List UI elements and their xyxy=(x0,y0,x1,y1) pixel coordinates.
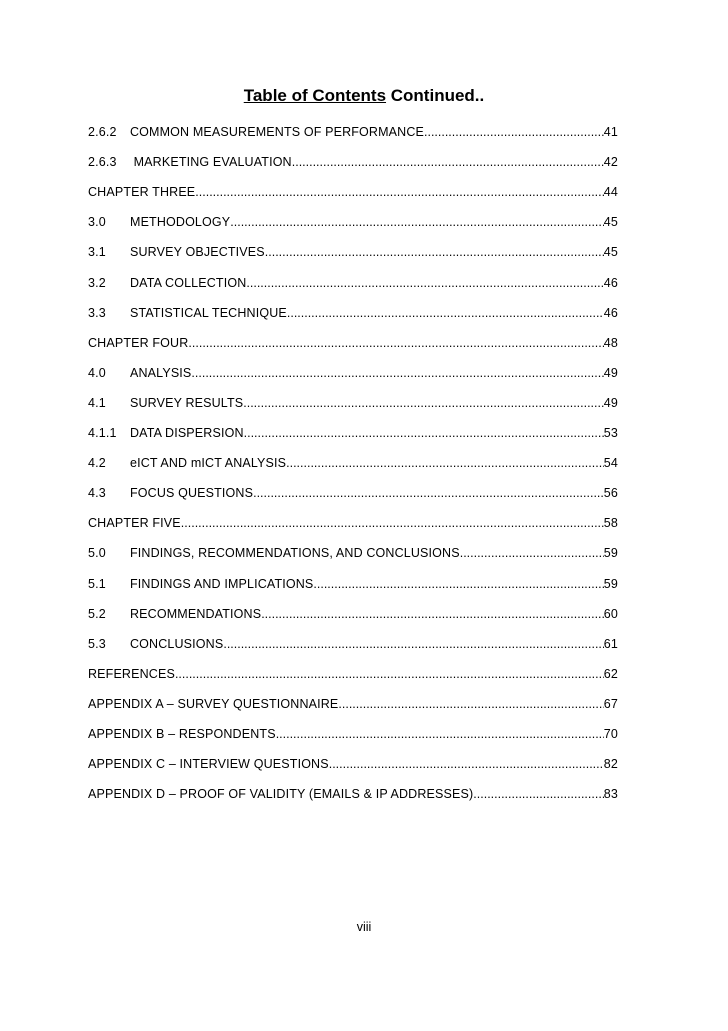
toc-entry-number: 4.1.1 xyxy=(88,426,117,440)
toc-entry-page: 60 xyxy=(603,606,618,621)
toc-entry xyxy=(88,152,618,172)
toc-entry-number: 3.3 xyxy=(88,305,106,320)
toc-entry-page: 42 xyxy=(603,155,618,170)
toc-entry xyxy=(88,604,618,624)
toc-entry xyxy=(88,784,618,804)
toc-entry-page: 49 xyxy=(603,365,618,380)
toc-entry-label: RECOMMENDATIONS xyxy=(130,606,262,621)
toc-dot-leader xyxy=(329,754,604,774)
toc-entry-number: 4.3 xyxy=(88,486,106,501)
toc-dot-leader xyxy=(230,212,604,232)
toc-entry-page: 49 xyxy=(603,395,618,410)
title-suffix: Continued.. xyxy=(390,86,485,105)
toc-dot-leader xyxy=(460,543,604,563)
toc-entry-page: 46 xyxy=(603,275,618,290)
toc-entry xyxy=(88,664,618,684)
toc-entry-label: DATA COLLECTION xyxy=(130,275,247,290)
toc-entry-label: FOCUS QUESTIONS xyxy=(130,486,254,501)
toc-entry-page: 46 xyxy=(603,305,618,320)
toc-entry-label: FINDINGS AND IMPLICATIONS xyxy=(130,576,314,591)
toc-dot-leader xyxy=(246,273,603,293)
toc-entry-label: ANALYSIS xyxy=(130,365,192,380)
toc-entry-label: APPENDIX D – PROOF OF VALIDITY (EMAILS & IP ADDRESSES) xyxy=(88,787,474,802)
toc-dot-leader xyxy=(243,393,604,413)
toc-entry xyxy=(88,303,618,323)
toc-entry-label: FINDINGS, RECOMMENDATIONS, AND CONCLUSIONS xyxy=(130,546,460,561)
toc-dot-leader xyxy=(195,182,603,202)
toc-entry xyxy=(88,513,618,533)
toc-entry-page: 61 xyxy=(603,636,618,651)
toc-entry-number: 4.2 xyxy=(88,456,106,471)
toc-dot-leader xyxy=(473,784,603,804)
toc-entry-label: CHAPTER THREE xyxy=(88,185,196,200)
toc-dot-leader xyxy=(223,634,603,654)
toc-dot-leader xyxy=(287,303,604,323)
toc-entry-page: 67 xyxy=(603,696,618,711)
toc-entry-label: COMMON MEASUREMENTS OF PERFORMANCE xyxy=(130,125,424,139)
page-title xyxy=(0,86,728,106)
toc-entry-label: CHAPTER FOUR xyxy=(88,335,189,350)
toc-entry-number: 3.0 xyxy=(88,215,106,230)
toc-entry-label: REFERENCES xyxy=(88,666,175,681)
toc-entry-label: CHAPTER FIVE xyxy=(88,516,181,531)
toc-entry-page: 53 xyxy=(603,426,618,440)
toc-entry xyxy=(88,273,618,293)
toc-entry xyxy=(88,182,618,202)
toc-entry-label: eICT AND mICT ANALYSIS xyxy=(130,456,287,471)
toc-dot-leader xyxy=(338,694,603,714)
toc-entry-number: 4.1 xyxy=(88,395,106,410)
toc-dot-leader xyxy=(276,724,604,744)
page-number: viii xyxy=(356,920,372,934)
toc-entry xyxy=(88,724,618,744)
toc-entry-page: 48 xyxy=(603,335,618,350)
toc-dot-leader xyxy=(191,363,603,383)
toc-dot-leader xyxy=(244,423,604,443)
toc-entry xyxy=(88,242,618,262)
toc-entry-page: 83 xyxy=(603,787,618,802)
toc-entry-page: 45 xyxy=(603,215,618,230)
toc-entry-number: 2.6.2 xyxy=(88,125,117,139)
toc-entry-page: 59 xyxy=(603,576,618,591)
toc-entry xyxy=(88,543,618,563)
toc-entry-label: STATISTICAL TECHNIQUE xyxy=(130,305,287,320)
toc-entry-page: 45 xyxy=(603,245,618,260)
toc-entry xyxy=(88,574,618,594)
toc-entry-number: 3.1 xyxy=(88,245,106,260)
toc-entry-number: 5.0 xyxy=(88,546,106,561)
toc-entry xyxy=(88,333,618,353)
toc-dot-leader xyxy=(424,122,604,142)
toc-entry-label: APPENDIX A – SURVEY QUESTIONNAIRE xyxy=(88,696,339,711)
toc-entry-number: 5.2 xyxy=(88,606,106,621)
toc-entry xyxy=(88,694,618,714)
toc-entry-label: SURVEY RESULTS xyxy=(130,395,244,410)
toc-entry-number: 3.2 xyxy=(88,275,106,290)
toc-entry xyxy=(88,634,618,654)
toc-entry-label: METHODOLOGY xyxy=(130,215,231,230)
toc-entry-page: 62 xyxy=(603,666,618,681)
toc-entry-page: 56 xyxy=(603,486,618,501)
toc-entry-label: SURVEY OBJECTIVES xyxy=(130,245,265,260)
toc-dot-leader xyxy=(265,242,604,262)
toc-entry xyxy=(88,423,618,443)
toc-entry-label: MARKETING EVALUATION xyxy=(130,155,292,170)
toc-entry xyxy=(88,363,618,383)
toc-dot-leader xyxy=(286,453,604,473)
toc-entry-number: 5.3 xyxy=(88,636,106,651)
toc-dot-leader xyxy=(175,664,604,684)
toc-entry-label: CONCLUSIONS xyxy=(130,636,224,651)
toc-entry xyxy=(88,754,618,774)
toc-entry xyxy=(88,212,618,232)
toc-entry-number: 2.6.3 xyxy=(88,155,117,170)
toc-dot-leader xyxy=(292,152,604,172)
toc-entry-label: DATA DISPERSION xyxy=(130,426,244,440)
toc-entry xyxy=(88,483,618,503)
toc-entry-page: 59 xyxy=(603,546,618,561)
toc-dot-leader xyxy=(253,483,604,503)
toc-entry xyxy=(88,453,618,473)
toc-entry-page: 54 xyxy=(603,456,618,471)
toc-dot-leader xyxy=(313,574,603,594)
toc-entry-page: 70 xyxy=(603,727,618,741)
toc-entry xyxy=(88,393,618,413)
toc-entry xyxy=(88,122,618,142)
toc-entry-page: 44 xyxy=(603,185,618,200)
toc-entry-page: 82 xyxy=(603,757,618,772)
toc-entry-page: 41 xyxy=(603,125,618,139)
toc-entry-number: 4.0 xyxy=(88,365,106,380)
toc-entry-page: 58 xyxy=(603,516,618,531)
toc-entry-label: APPENDIX C – INTERVIEW QUESTIONS xyxy=(88,757,329,772)
toc-entry-label: APPENDIX B – RESPONDENTS xyxy=(88,727,276,741)
title-main: Table of Contents xyxy=(243,86,387,105)
toc-dot-leader xyxy=(261,604,604,624)
toc-dot-leader xyxy=(181,513,604,533)
toc-entry-number: 5.1 xyxy=(88,576,106,591)
toc-dot-leader xyxy=(188,333,603,353)
